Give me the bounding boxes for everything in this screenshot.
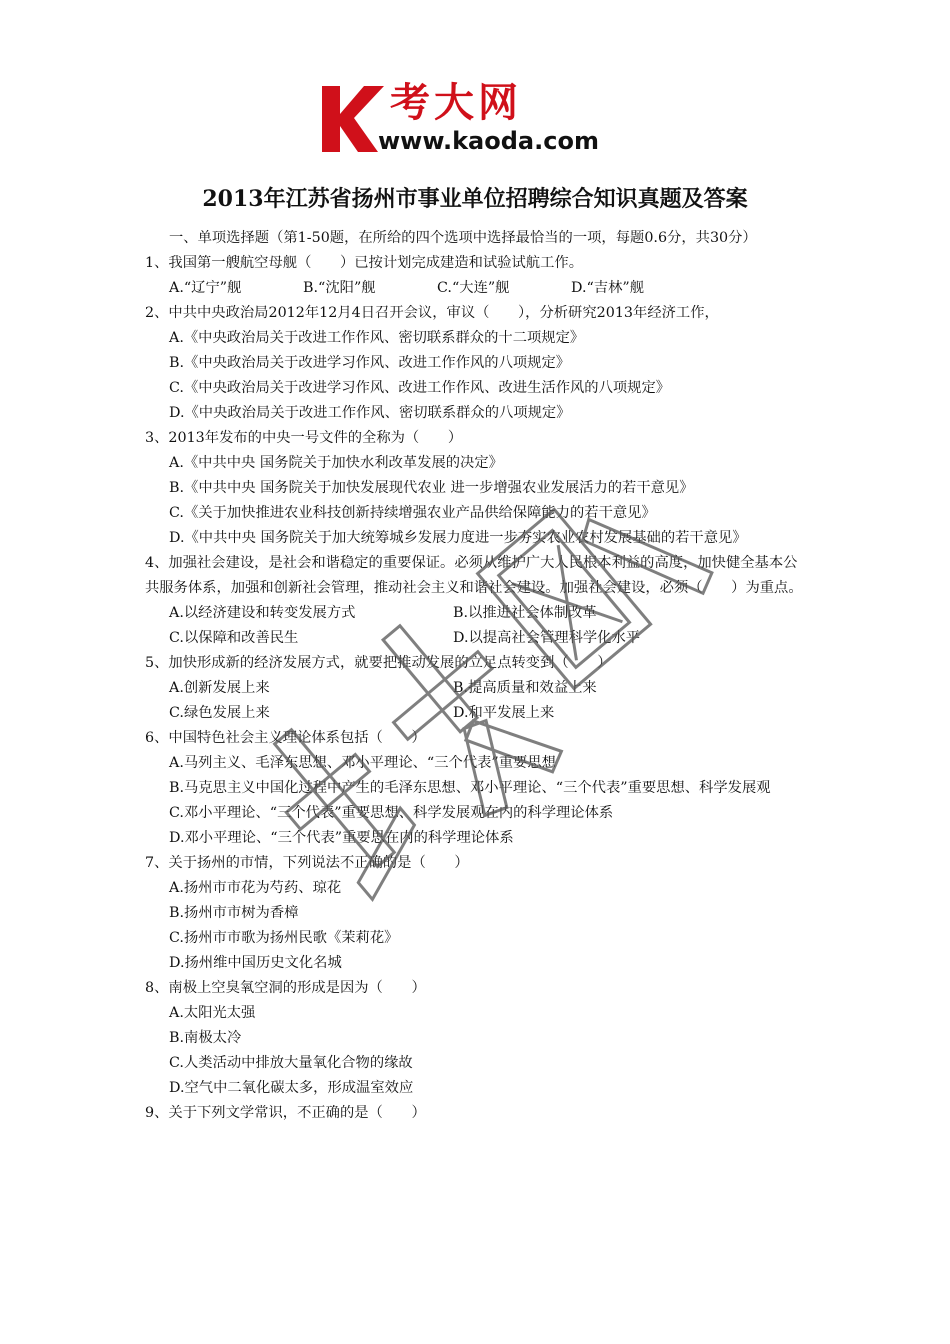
question-8-stem: 8、南极上空臭氧空洞的形成是因为（ ） xyxy=(145,980,426,996)
option-b: B.马克思主义中国化过程中产生的毛泽东思想、邓小平理论、“三个代表”重要思想、科学发展观 xyxy=(169,780,771,796)
option-d: D.和平发展上来 xyxy=(453,705,555,721)
option-c: C.邓小平理论、“三个代表”重要思想、科学发展观在内的科学理论体系 xyxy=(169,805,614,821)
option-a: A.《中共中央 国务院关于加快水利改革发展的决定》 xyxy=(169,455,503,471)
option-d: D.扬州维中国历史文化名城 xyxy=(169,955,342,971)
option-a: A.以经济建设和转变发展方式 xyxy=(169,605,356,621)
question-4-options-row-1 xyxy=(145,601,810,626)
option-d: D.空气中二氧化碳太多，形成温室效应 xyxy=(169,1080,414,1096)
question-7-stem: 7、关于扬州的市情，下列说法不正确的是（ ） xyxy=(145,855,469,871)
option-d: D.《中央政治局关于改进工作作风、密切联系群众的八项规定》 xyxy=(169,405,571,421)
option-a: A.“辽宁”舰 xyxy=(169,280,242,296)
question-3-stem: 3、2013年发布的中央一号文件的全称为（ ） xyxy=(145,430,463,446)
question-1-options xyxy=(145,276,810,301)
logo-url-text: www.kaoda.com xyxy=(378,127,599,155)
option-a: A.《中央政治局关于改进工作作风、密切联系群众的十二项规定》 xyxy=(169,330,585,346)
option-b: B.以推进社会体制改革 xyxy=(453,605,597,621)
section-heading: 一、单项选择题（第1-50题，在所给的四个选项中选择最恰当的一项，每题0.6分，共30分） xyxy=(169,230,757,246)
option-d: D.邓小平理论、“三个代表”重要思在内的科学理论体系 xyxy=(169,830,514,846)
logo-chinese-text: 考大网 xyxy=(390,80,522,126)
option-d: D.“吉林”舰 xyxy=(571,280,645,296)
option-a: A.扬州市市花为芍药、琼花 xyxy=(169,880,342,896)
page-title: 2013年江苏省扬州市事业单位招聘综合知识真题及答案 xyxy=(202,186,748,212)
question-6-stem: 6、中国特色社会主义理论体系包括（ ） xyxy=(145,730,426,746)
question-9-stem: 9、关于下列文学常识，不正确的是（ ） xyxy=(145,1105,426,1121)
option-c: C.人类活动中排放大量氧化合物的缘故 xyxy=(169,1055,413,1071)
option-b: B.“沈阳”舰 xyxy=(303,280,376,296)
option-c: C.扬州市市歌为扬州民歌《茉莉花》 xyxy=(169,930,399,946)
question-1-stem: 1、我国第一艘航空母舰（ ）已按计划完成建造和试验试航工作。 xyxy=(145,255,583,271)
question-list xyxy=(145,226,810,1126)
option-b: B.《中央政治局关于改进学习作风、改进工作作风的八项规定》 xyxy=(169,355,571,371)
option-d: D.《中共中央 国务院关于加大统筹城乡发展力度进一步夯实农业农村发展基础的若干意见》 xyxy=(169,530,747,546)
question-5-options-row-2 xyxy=(145,701,810,726)
option-b: B.南极太冷 xyxy=(169,1030,242,1046)
option-c: C.以保障和改善民生 xyxy=(169,630,299,646)
question-2-stem: 2、中共中央政治局2012年12月4日召开会议，审议（ ），分析研究2013年经济工作， xyxy=(145,305,719,321)
option-d: D.以提高社会管理科学化水平 xyxy=(453,630,641,646)
question-5-options-row-1 xyxy=(145,676,810,701)
question-4-options-row-2 xyxy=(145,626,810,651)
option-c: C.《关于加快推进农业科技创新持续增强农业产品供给保障能力的若干意见》 xyxy=(169,505,656,521)
option-a: A.太阳光太强 xyxy=(169,1005,256,1021)
option-b: B.提高质量和效益上来 xyxy=(453,680,597,696)
option-c: C.“大连”舰 xyxy=(437,280,510,296)
option-a: A.创新发展上来 xyxy=(169,680,270,696)
site-logo xyxy=(318,80,638,160)
question-4-stem: 4、加强社会建设，是社会和谐稳定的重要保证。必须从维护广大人民根本利益的高度，加快健全基本公共服务体系，加强和创新社会管理，推动社会主义和谐社会建设。加强社会建设，必须（ ）为重点。 xyxy=(145,555,803,596)
option-b: B.《中共中央 国务院关于加快发展现代农业 进一步增强农业发展活力的若干意见》 xyxy=(169,480,694,496)
question-5-stem: 5、加快形成新的经济发展方式，就要把推动发展的立足点转变到（ ） xyxy=(145,655,612,671)
option-b: B.扬州市市树为香樟 xyxy=(169,905,299,921)
option-c: C.绿色发展上来 xyxy=(169,705,270,721)
option-c: C.《中央政治局关于改进学习作风、改进工作作风、改进生活作风的八项规定》 xyxy=(169,380,671,396)
option-a: A.马列主义、毛泽东思想、邓小平理论、“三个代表”重要思想 xyxy=(169,755,556,771)
